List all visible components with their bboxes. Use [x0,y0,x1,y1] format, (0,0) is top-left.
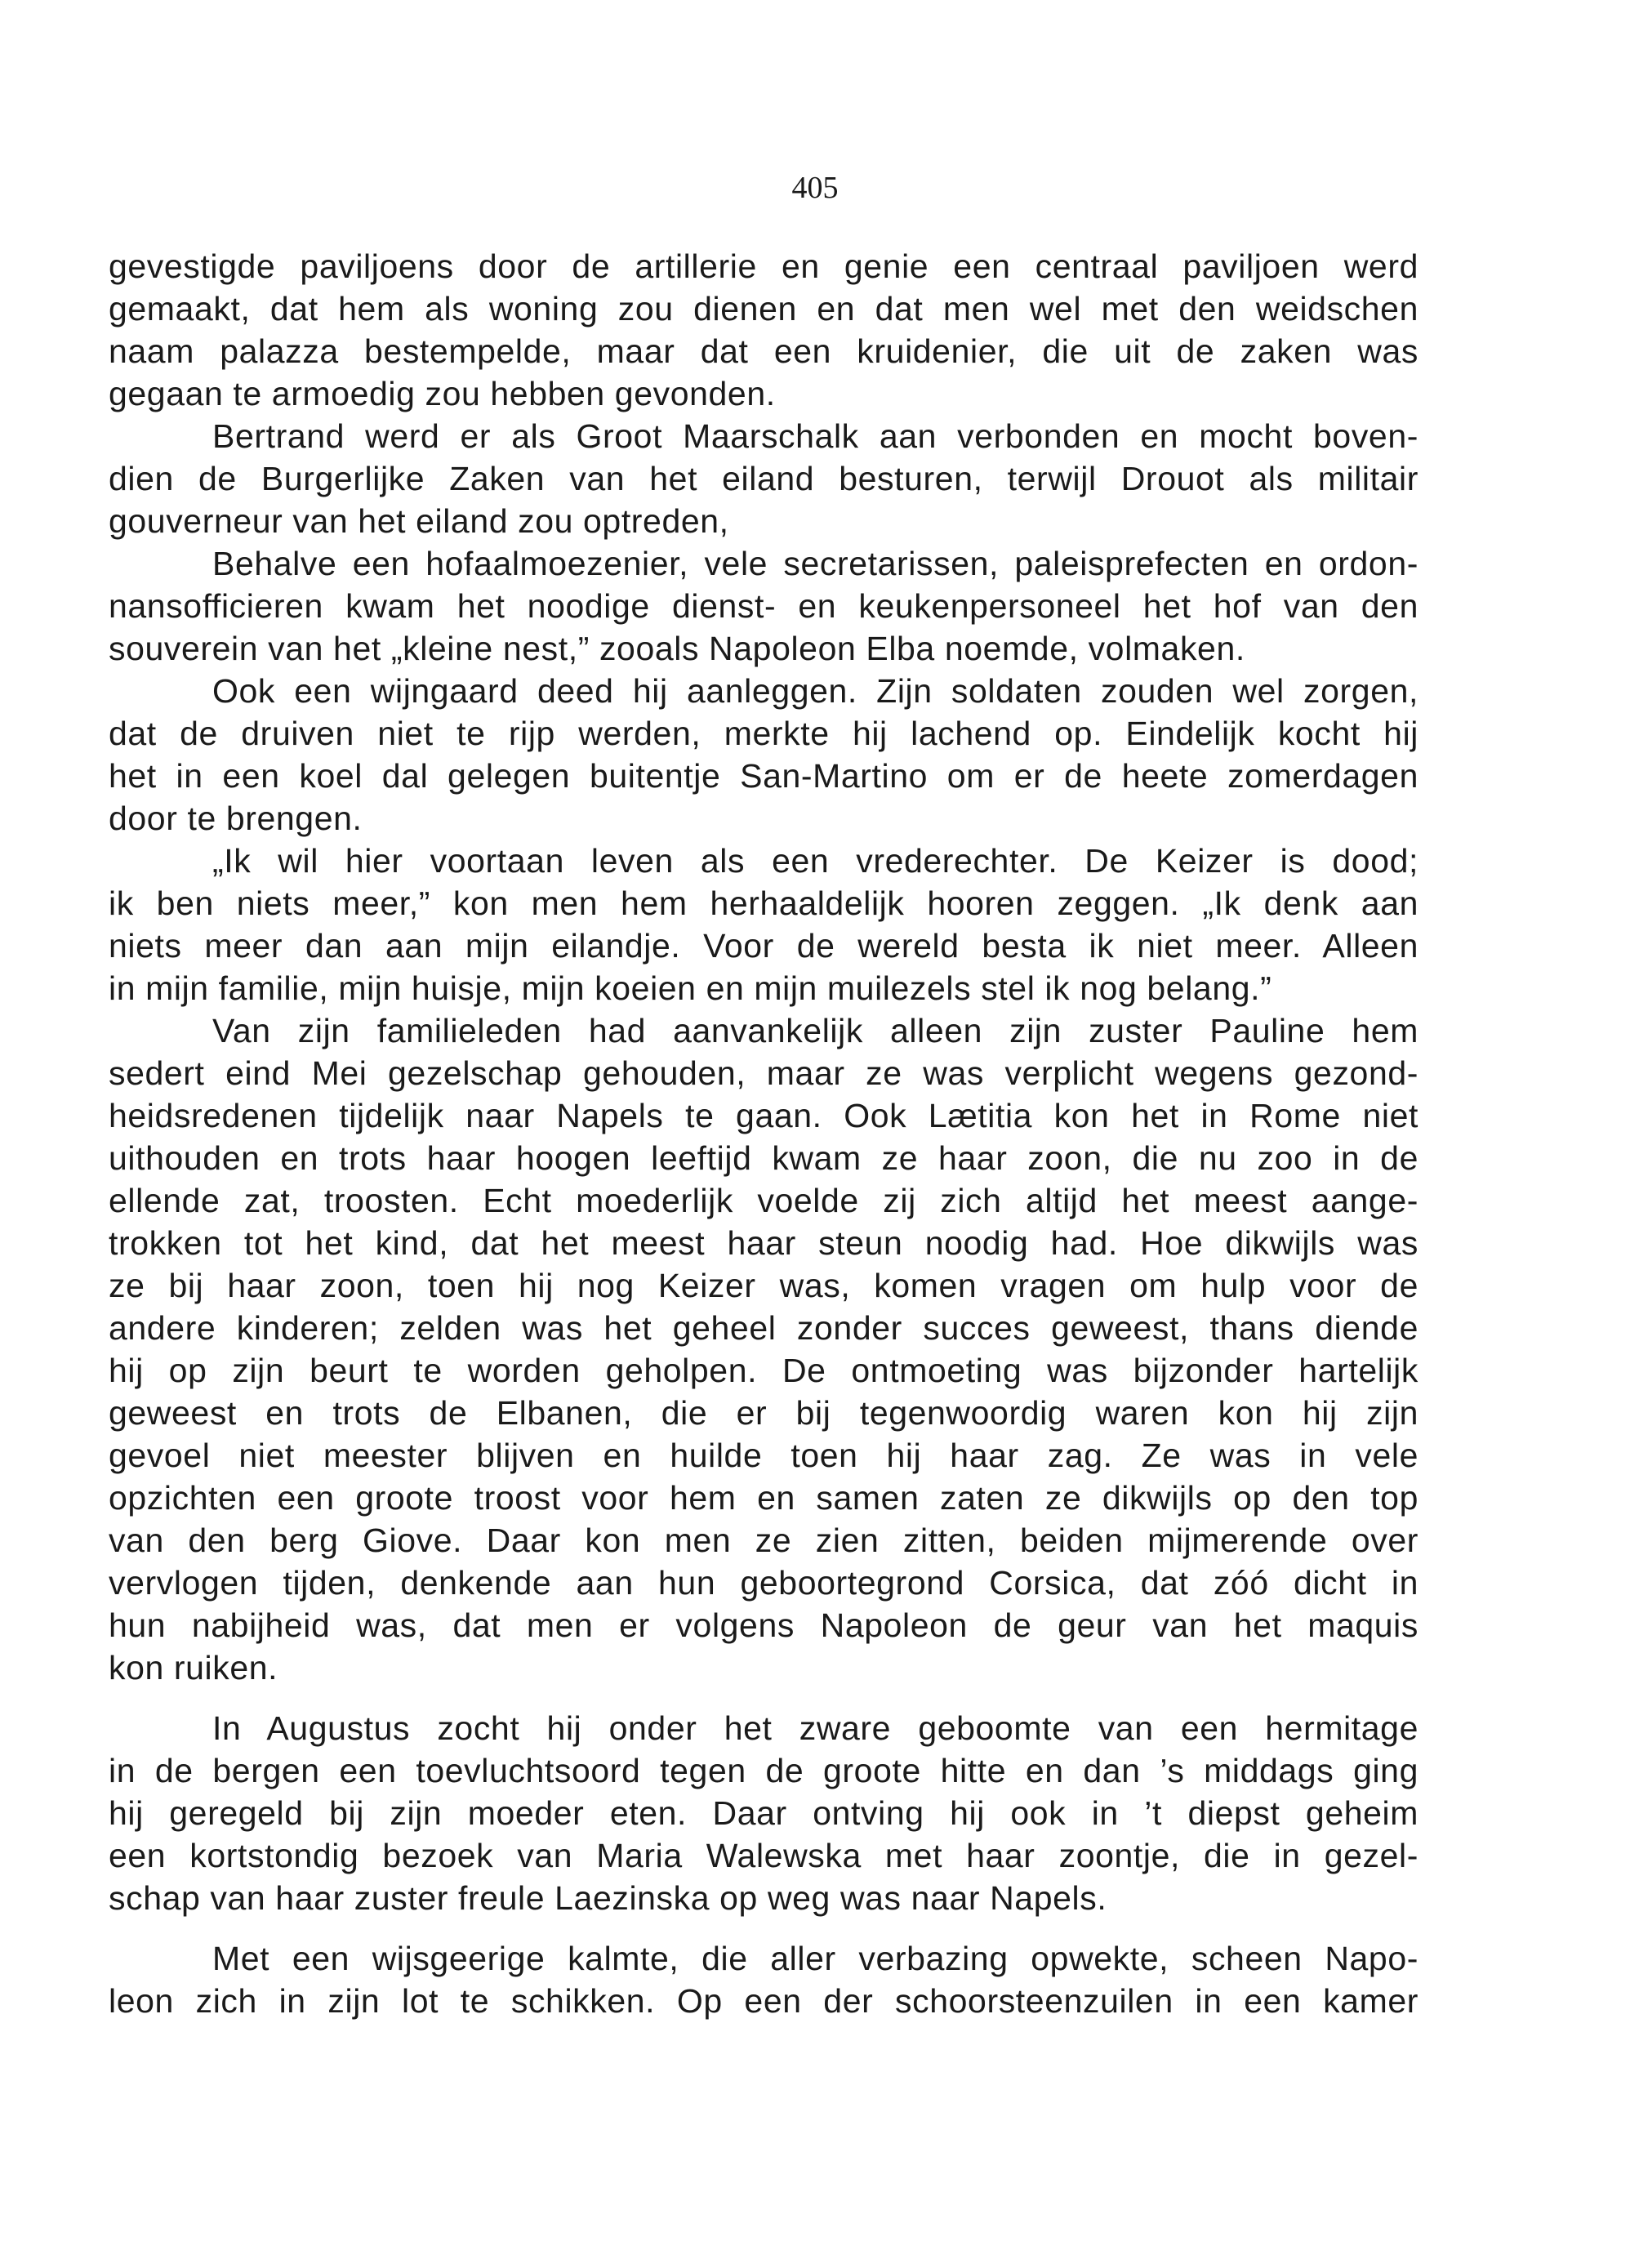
text-line: een kortstondig bezoek van Maria Walewska met haar zoontje, die in gezel- [109,1837,1418,1874]
text-line: In Augustus zocht hij onder het zware geboomte van een hermitage [212,1709,1418,1747]
text-line: hij op zijn beurt te worden geholpen. De ontmoeting was bijzonder hartelijk [109,1352,1418,1389]
text-line: ze bij haar zoon, toen hij nog Keizer was, komen vragen om hulp voor de [109,1267,1418,1304]
text-line: het in een koel dal gelegen buitentje San-Martino om er de heete zomerdagen [109,757,1418,795]
text-line: hij geregeld bij zijn moeder eten. Daar ontving hij ook in ’t diepst geheim [109,1794,1418,1832]
text-line: in mijn familie, mijn huisje, mijn koeien en mijn muilezels stel ik nog belang.” [109,969,1272,1007]
text-line: vervlogen tijden, denkende aan hun geboortegrond Corsica, dat zóó dicht in [109,1564,1418,1602]
text-line: van den berg Giove. Daar kon men ze zien zitten, beiden mijmerende over [109,1522,1418,1559]
text-line: gemaakt, dat hem als woning zou dienen en dat men wel met den weidschen [109,290,1418,328]
text-line: geweest en trots de Elbanen, die er bij tegenwoordig waren kon hij zijn [109,1394,1418,1432]
text-line: gegaan te armoedig zou hebben gevonden. [109,375,776,412]
text-line: souverein van het „kleine nest,” zooals Napoleon Elba noemde, volmaken. [109,630,1245,667]
text-line: Behalve een hofaalmoezenier, vele secretarissen, paleisprefecten en ordon- [212,545,1418,582]
text-line: leon zich in zijn lot te schikken. Op een der schoorsteenzuilen in een kamer [109,1982,1418,2020]
text-line: niets meer dan aan mijn eilandje. Voor de wereld besta ik niet meer. Alleen [109,927,1418,965]
text-line: naam palazza bestempelde, maar dat een kruidenier, die uit de zaken was [109,332,1418,370]
page-number: 405 [791,171,839,205]
text-line: ik ben niets meer,” kon men hem herhaaldelijk hooren zeggen. „Ik denk aan [109,884,1418,922]
text-line: „Ik wil hier voortaan leven als een vrederechter. De Keizer is dood; [212,842,1418,880]
text-line: dien de Burgerlijke Zaken van het eiland besturen, terwijl Drouot als militair [109,460,1418,497]
text-line: nansofficieren kwam het noodige dienst- en keukenpersoneel het hof van den [109,587,1418,625]
text-line: gevoel niet meester blijven en huilde toen hij haar zag. Ze was in vele [109,1437,1418,1474]
text-line: uithouden en trots haar hoogen leeftijd kwam ze haar zoon, die nu zoo in de [109,1139,1418,1177]
text-line: trokken tot het kind, dat het meest haar steun noodig had. Hoe dikwijls was [109,1224,1418,1262]
text-line: Bertrand werd er als Groot Maarschalk aan verbonden en mocht boven- [212,417,1418,455]
text-line: Met een wijsgeerige kalmte, die aller verbazing opwekte, scheen Napo- [212,1940,1418,1977]
text-line: andere kinderen; zelden was het geheel zonder succes geweest, thans diende [109,1309,1418,1347]
text-line: door te brengen. [109,800,363,837]
text-line: gouverneur van het eiland zou optreden, [109,502,729,540]
text-line: Ook een wijngaard deed hij aanleggen. Zijn soldaten zouden wel zorgen, [212,672,1418,710]
text-line: Van zijn familieleden had aanvankelijk alleen zijn zuster Pauline hem [212,1012,1418,1049]
text-line: sedert eind Mei gezelschap gehouden, maar ze was verplicht wegens gezond- [109,1054,1418,1092]
text-line: ellende zat, troosten. Echt moederlijk voelde zij zich altijd het meest aange- [109,1182,1418,1219]
text-line: in de bergen een toevluchtsoord tegen de groote hitte en dan ’s middags ging [109,1752,1418,1789]
text-line: dat de druiven niet te rijp werden, merkte hij lachend op. Eindelijk kocht hij [109,715,1418,752]
text-line: heidsredenen tijdelijk naar Napels te gaan. Ook Lætitia kon het in Rome niet [109,1097,1418,1134]
text-line: opzichten een groote troost voor hem en samen zaten ze dikwijls op den top [109,1479,1418,1517]
text-line: hun nabijheid was, dat men er volgens Napoleon de geur van het maquis [109,1606,1418,1644]
text-line: gevestigde paviljoens door de artillerie en genie een centraal paviljoen werd [109,247,1418,285]
text-line: schap van haar zuster freule Laezinska op weg was naar Napels. [109,1879,1107,1917]
text-line: kon ruiken. [109,1649,278,1687]
